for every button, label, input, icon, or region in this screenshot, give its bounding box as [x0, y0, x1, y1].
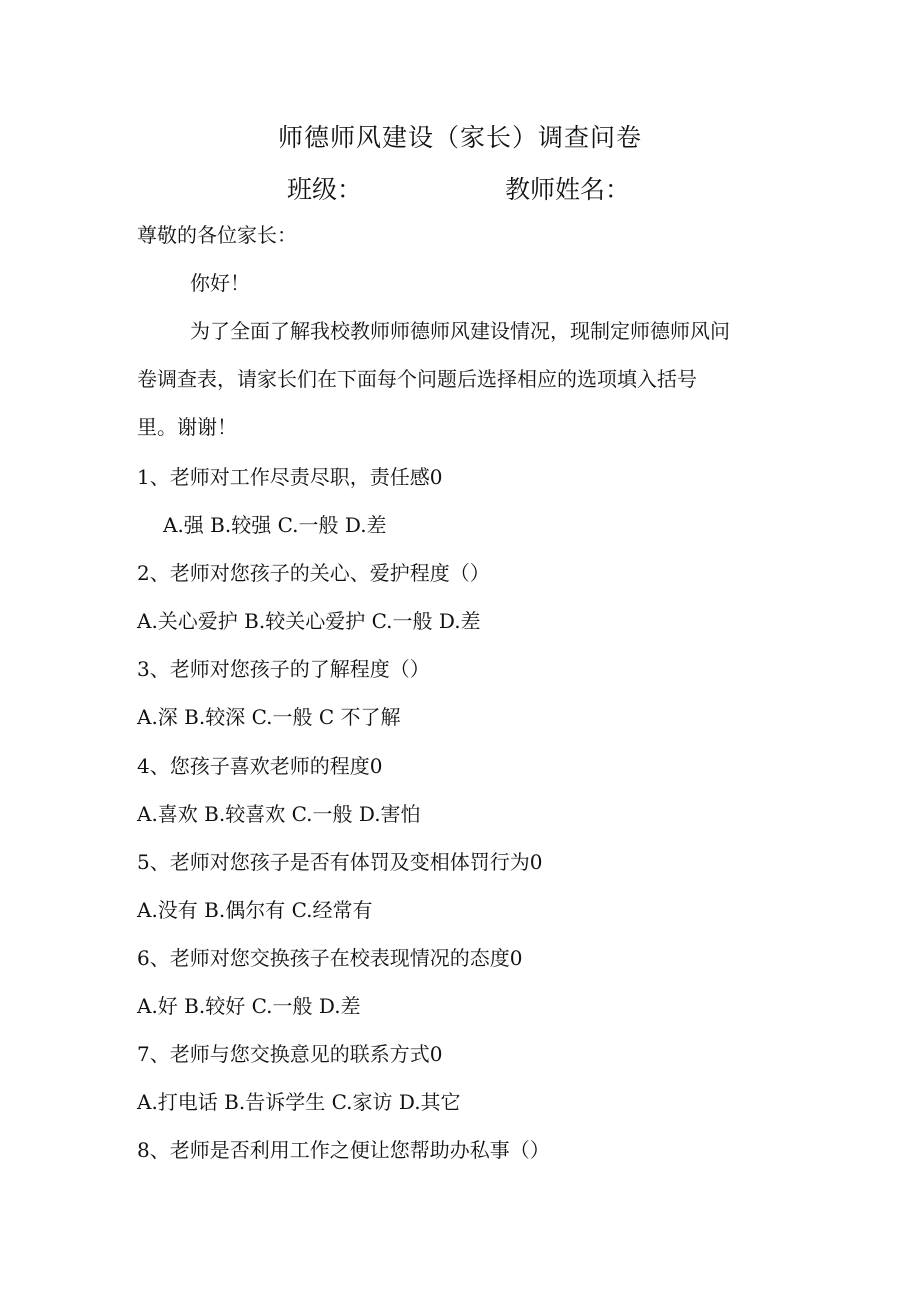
intro-line-1: 为了全面了解我校教师师德师风建设情况，现制定师德师风问: [190, 319, 730, 343]
question-5: 5、老师对您孩子是否有体罚及变相体罚行为0: [137, 850, 543, 874]
question-7: 7、老师与您交换意见的联系方式0: [137, 1042, 443, 1066]
question-5-options: A.没有 B.偶尔有 C.经常有: [137, 898, 373, 922]
salutation: 尊敬的各位家长：: [137, 223, 297, 247]
question-2: 2、老师对您孩子的关心、爱护程度（）: [137, 561, 490, 585]
class-field-label: 班级：: [287, 175, 363, 204]
question-3: 3、老师对您孩子的了解程度（）: [137, 657, 430, 681]
question-6: 6、老师对您交换孩子在校表现情况的态度0: [137, 946, 523, 970]
teacher-name-field-label: 教师姓名：: [505, 175, 631, 204]
question-6-options: A.好 B.较好 C.一般 D.差: [137, 994, 361, 1018]
question-8: 8、老师是否利用工作之便让您帮助办私事（）: [137, 1138, 550, 1162]
header-fields: [0, 170, 920, 210]
question-1-options: A.强 B.较强 C.一般 D.差: [163, 513, 387, 537]
question-4: 4、您孩子喜欢老师的程度0: [137, 754, 383, 778]
greeting: 你好！: [190, 271, 250, 295]
question-3-options: A.深 B.较深 C.一般 C 不了解: [137, 705, 401, 729]
document-title: 师德师风建设（家长）调查问卷: [277, 123, 642, 152]
intro-line-3: 里。谢谢！: [137, 415, 237, 439]
question-1: 1、老师对工作尽责尽职，责任感0: [137, 465, 443, 489]
question-4-options: A.喜欢 B.较喜欢 C.一般 D.害怕: [137, 802, 421, 826]
question-7-options: A.打电话 B.告诉学生 C.家访 D.其它: [137, 1090, 461, 1114]
intro-line-2: 卷调查表，请家长们在下面每个问题后选择相应的选项填入括号: [137, 367, 697, 391]
question-2-options: A.关心爱护 B.较关心爱护 C.一般 D.差: [137, 609, 481, 633]
